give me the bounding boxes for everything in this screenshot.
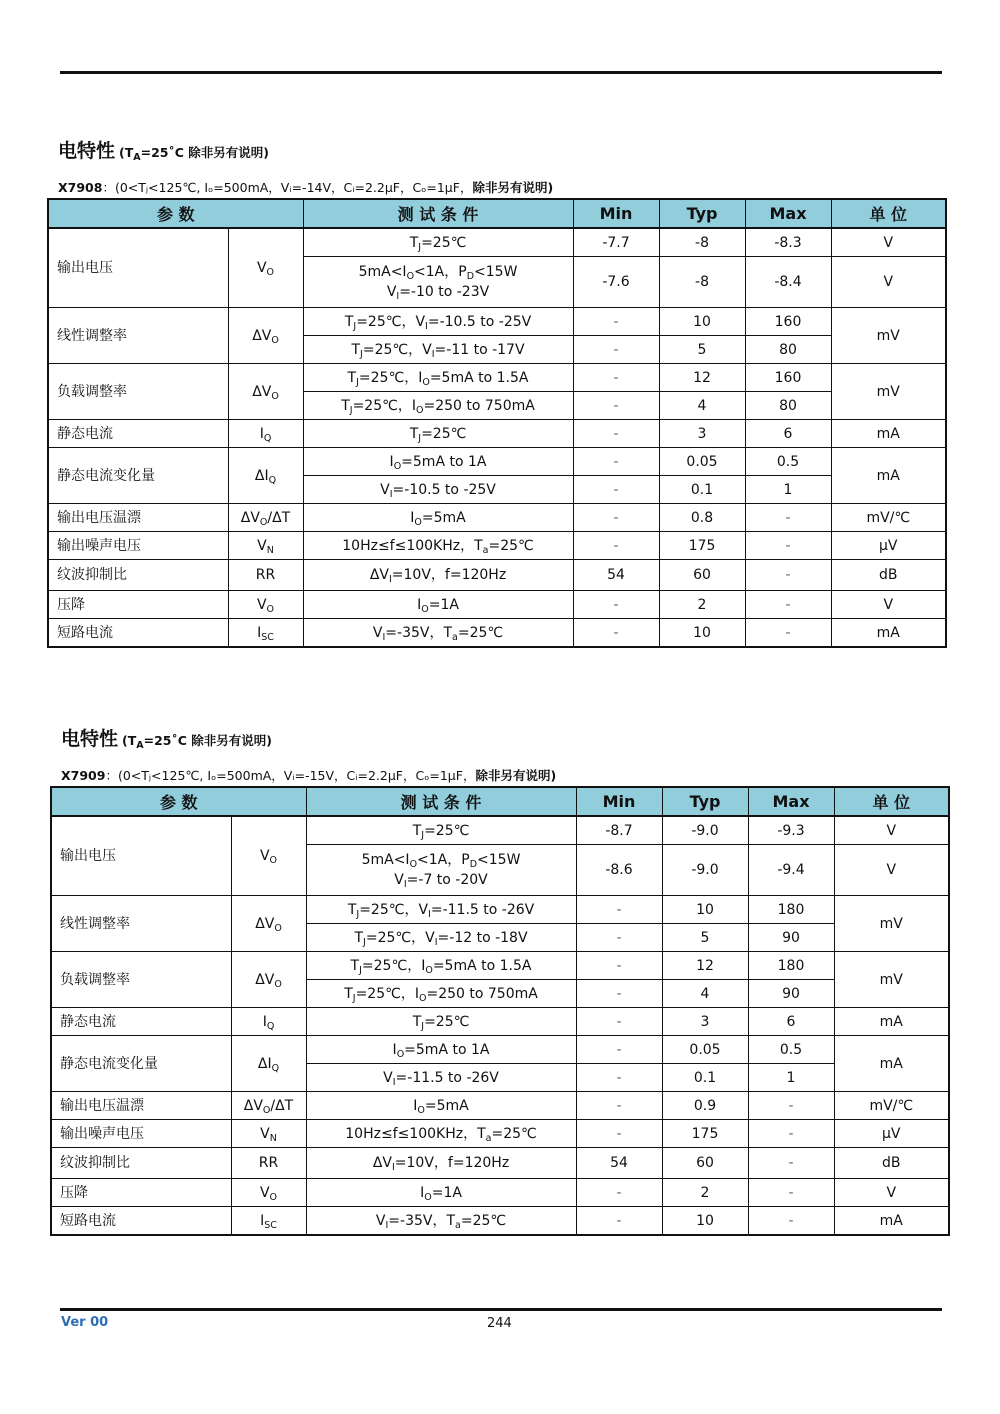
table-row [51, 816, 949, 845]
max-value: 160 [745, 308, 831, 336]
min-value: - [573, 591, 659, 619]
symbol: $\Delta V_O$ [228, 364, 303, 420]
typ-value: -8 [659, 257, 745, 308]
symbol: $\Delta V_O/\Delta T$ [231, 1092, 306, 1120]
min-value: -8.7 [576, 816, 662, 845]
min-value: - [576, 896, 662, 924]
symbol: $V_O$ [231, 816, 306, 896]
spec-table [47, 198, 947, 648]
footer-version: Ver 00 [61, 1315, 109, 1330]
param-line-regulation: 线性调整率 [51, 896, 231, 952]
param-line-regulation: 线性调整率 [48, 308, 228, 364]
symbol: $V_O$ [231, 1179, 306, 1207]
table-row [48, 228, 946, 257]
header-unit: 单 位 [831, 199, 946, 228]
max-value: -9.3 [748, 816, 834, 845]
param-temp-drift: 输出电压温漂 [51, 1092, 231, 1120]
condition: $V_I=-35V$，$T_a=25℃$ [303, 619, 573, 648]
min-value: - [576, 980, 662, 1008]
test-conditions: X7908：(0<Tⱼ<125℃, Iₒ=500mA，Vᵢ=-14V，Cᵢ=2.2μF，Cₒ=1μF，除非另有说明) [58, 180, 554, 195]
min-value: - [576, 1036, 662, 1064]
header-param: 参 数 [48, 199, 303, 228]
condition: $T_J=25℃$，$V_I=-10.5$ to -25V [303, 308, 573, 336]
condition: $T_J=25℃$ [303, 420, 573, 448]
unit: V [831, 228, 946, 257]
max-value: 80 [745, 336, 831, 364]
typ-value: 10 [662, 1207, 748, 1236]
symbol: $I_Q$ [228, 420, 303, 448]
symbol: $I_{SC}$ [231, 1207, 306, 1236]
top-rule [60, 71, 942, 74]
unit: μV [834, 1120, 949, 1148]
typ-value: 0.05 [659, 448, 745, 476]
table-row [51, 1120, 949, 1148]
max-value: 1 [748, 1064, 834, 1092]
spec-table [50, 786, 950, 1236]
condition: 10Hz≤f≤100KHz，$T_a=25℃$ [306, 1120, 576, 1148]
max-value: - [748, 1092, 834, 1120]
table-row [51, 1092, 949, 1120]
min-value: - [573, 619, 659, 648]
max-value: - [748, 1120, 834, 1148]
condition: $5mA<I_O<1A$，$P_D<15W$ $V_I=-7$ to -20V [306, 845, 576, 896]
param-temp-drift: 输出电压温漂 [48, 504, 228, 532]
max-value: 6 [748, 1008, 834, 1036]
page-number: 244 [487, 1316, 512, 1331]
condition: $I_O=5mA$ to 1A [306, 1036, 576, 1064]
condition: $T_J=25℃$，$I_O=250$ to 750mA [303, 392, 573, 420]
typ-value: -8 [659, 228, 745, 257]
typ-value: 2 [662, 1179, 748, 1207]
unit: V [831, 591, 946, 619]
min-value: - [576, 952, 662, 980]
min-value: - [576, 1179, 662, 1207]
condition: $I_O=5mA$ [303, 504, 573, 532]
max-value: 180 [748, 952, 834, 980]
table-header-row [51, 787, 949, 816]
unit: mA [834, 1036, 949, 1092]
condition: $T_J=25℃$，$I_O=5mA$ to 1.5A [306, 952, 576, 980]
max-value: -9.4 [748, 845, 834, 896]
table-row [48, 308, 946, 336]
max-value: -8.4 [745, 257, 831, 308]
symbol: $I_Q$ [231, 1008, 306, 1036]
unit: mV [834, 896, 949, 952]
table-row [48, 504, 946, 532]
min-value: - [573, 504, 659, 532]
min-value: -8.6 [576, 845, 662, 896]
condition: $V_I=-11.5$ to -26V [306, 1064, 576, 1092]
condition: $T_J=25℃$，$V_I=-12$ to -18V [306, 924, 576, 952]
unit: mV [831, 308, 946, 364]
unit: V [834, 1179, 949, 1207]
min-value: - [576, 1092, 662, 1120]
max-value: - [745, 619, 831, 648]
table-row [48, 420, 946, 448]
table-row [51, 1036, 949, 1064]
condition: $5mA<I_O<1A$，$P_D<15W$ $V_I=-10$ to -23V [303, 257, 573, 308]
table-row [51, 1008, 949, 1036]
table-row [48, 619, 946, 648]
header-param: 参 数 [51, 787, 306, 816]
condition: $\Delta V_I=10V$，f=120Hz [303, 560, 573, 591]
model-name: X7908 [58, 180, 103, 195]
unit: mV [834, 952, 949, 1008]
max-value: 0.5 [748, 1036, 834, 1064]
param-ripple-rejection: 纹波抑制比 [48, 560, 228, 591]
model-name: X7909 [61, 768, 106, 783]
param-output-noise: 输出噪声电压 [51, 1120, 231, 1148]
header-unit: 单 位 [834, 787, 949, 816]
section-title: 电特性 ($T_A=25˚C$ 除非另有说明) [58, 140, 269, 163]
min-value: - [576, 1064, 662, 1092]
max-value: - [745, 504, 831, 532]
table-row [48, 560, 946, 591]
typ-value: 2 [659, 591, 745, 619]
typ-value: -9.0 [662, 816, 748, 845]
typ-value: 175 [662, 1120, 748, 1148]
unit: mA [834, 1207, 949, 1236]
typ-value: 3 [659, 420, 745, 448]
min-value: -7.7 [573, 228, 659, 257]
unit: V [834, 816, 949, 845]
header-max: Max [748, 787, 834, 816]
param-ripple-rejection: 纹波抑制比 [51, 1148, 231, 1179]
condition: $T_J=25℃$ [303, 228, 573, 257]
condition: $T_J=25℃$，$I_O=5mA$ to 1.5A [303, 364, 573, 392]
typ-value: 0.1 [662, 1064, 748, 1092]
typ-value: 0.8 [659, 504, 745, 532]
header-typ: Typ [659, 199, 745, 228]
symbol: $V_N$ [228, 532, 303, 560]
unit: mA [831, 619, 946, 648]
param-quiescent-current-change: 静态电流变化量 [48, 448, 228, 504]
min-value: - [576, 924, 662, 952]
condition: $I_O=5mA$ to 1A [303, 448, 573, 476]
unit: mA [831, 448, 946, 504]
symbol: $\Delta I_Q$ [228, 448, 303, 504]
param-load-regulation: 负载调整率 [51, 952, 231, 1008]
condition: $T_J=25℃$ [306, 816, 576, 845]
condition: $V_I=-35V$，$T_a=25℃$ [306, 1207, 576, 1236]
max-value: - [748, 1179, 834, 1207]
condition: $T_J=25℃$ [306, 1008, 576, 1036]
typ-value: 12 [659, 364, 745, 392]
typ-value: 10 [659, 308, 745, 336]
typ-value: -9.0 [662, 845, 748, 896]
min-value: - [573, 392, 659, 420]
unit: V [834, 845, 949, 896]
symbol: $I_{SC}$ [228, 619, 303, 648]
typ-value: 0.9 [662, 1092, 748, 1120]
table-row [51, 1148, 949, 1179]
condition: $T_J=25℃$，$I_O=250$ to 750mA [306, 980, 576, 1008]
test-conditions: X7909：(0<Tⱼ<125℃, Iₒ=500mA，Vᵢ=-15V，Cᵢ=2.2μF，Cₒ=1μF，除非另有说明) [61, 768, 557, 783]
header-min: Min [573, 199, 659, 228]
condition: $I_O=5mA$ [306, 1092, 576, 1120]
typ-value: 0.1 [659, 476, 745, 504]
symbol: $V_O$ [228, 228, 303, 308]
min-value: 54 [573, 560, 659, 591]
typ-value: 12 [662, 952, 748, 980]
unit: dB [831, 560, 946, 591]
min-value: - [573, 476, 659, 504]
min-value: - [573, 532, 659, 560]
header-max: Max [745, 199, 831, 228]
header-condition: 测 试 条 件 [306, 787, 576, 816]
section-title: 电特性 ($T_A=25˚C$ 除非另有说明) [61, 728, 272, 751]
typ-value: 60 [659, 560, 745, 591]
min-value: -7.6 [573, 257, 659, 308]
max-value: 90 [748, 980, 834, 1008]
condition: $T_J=25℃$，$V_I=-11$ to -17V [303, 336, 573, 364]
table-row [51, 1179, 949, 1207]
param-output-voltage: 输出电压 [51, 816, 231, 896]
max-value: 180 [748, 896, 834, 924]
max-value: - [748, 1148, 834, 1179]
table-row [48, 448, 946, 476]
max-value: 90 [748, 924, 834, 952]
table-row [48, 532, 946, 560]
symbol: $V_N$ [231, 1120, 306, 1148]
header-condition: 测 试 条 件 [303, 199, 573, 228]
condition: $T_J=25℃$，$V_I=-11.5$ to -26V [306, 896, 576, 924]
unit: mV [831, 364, 946, 420]
typ-value: 0.05 [662, 1036, 748, 1064]
min-value: - [573, 308, 659, 336]
table-row [48, 591, 946, 619]
header-typ: Typ [662, 787, 748, 816]
max-value: - [745, 560, 831, 591]
param-quiescent-current: 静态电流 [51, 1008, 231, 1036]
min-value: - [573, 336, 659, 364]
min-value: - [573, 364, 659, 392]
max-value: 160 [745, 364, 831, 392]
symbol: $\Delta V_O$ [231, 952, 306, 1008]
unit: mV/℃ [831, 504, 946, 532]
table-row [48, 364, 946, 392]
max-value: - [745, 532, 831, 560]
typ-value: 5 [659, 336, 745, 364]
param-load-regulation: 负载调整率 [48, 364, 228, 420]
min-value: - [576, 1120, 662, 1148]
title-condition: ($T_A=25˚C$ 除非另有说明) [119, 145, 269, 163]
min-value: - [576, 1008, 662, 1036]
typ-value: 4 [659, 392, 745, 420]
condition: $I_O=1A$ [306, 1179, 576, 1207]
unit: mV/℃ [834, 1092, 949, 1120]
condition: $V_I=-10.5$ to -25V [303, 476, 573, 504]
symbol: $\Delta V_O/\Delta T$ [228, 504, 303, 532]
min-value: - [573, 448, 659, 476]
title-condition: ($T_A=25˚C$ 除非另有说明) [122, 733, 272, 751]
typ-value: 4 [662, 980, 748, 1008]
param-short-circuit: 短路电流 [48, 619, 228, 648]
typ-value: 60 [662, 1148, 748, 1179]
param-output-voltage: 输出电压 [48, 228, 228, 308]
typ-value: 10 [659, 619, 745, 648]
table-row [51, 1207, 949, 1236]
min-value: - [573, 420, 659, 448]
max-value: 80 [745, 392, 831, 420]
header-min: Min [576, 787, 662, 816]
table-header-row [48, 199, 946, 228]
typ-value: 175 [659, 532, 745, 560]
typ-value: 10 [662, 896, 748, 924]
max-value: 0.5 [745, 448, 831, 476]
unit: μV [831, 532, 946, 560]
condition: $I_O=1A$ [303, 591, 573, 619]
unit: V [831, 257, 946, 308]
table-row [51, 896, 949, 924]
condition: $\Delta V_I=10V$，f=120Hz [306, 1148, 576, 1179]
param-quiescent-current-change: 静态电流变化量 [51, 1036, 231, 1092]
min-value: 54 [576, 1148, 662, 1179]
table-row [51, 952, 949, 980]
unit: mA [831, 420, 946, 448]
symbol: $V_O$ [228, 591, 303, 619]
symbol: RR [231, 1148, 306, 1179]
typ-value: 3 [662, 1008, 748, 1036]
param-short-circuit: 短路电流 [51, 1207, 231, 1236]
max-value: 1 [745, 476, 831, 504]
symbol: $\Delta V_O$ [228, 308, 303, 364]
param-dropout: 压降 [51, 1179, 231, 1207]
symbol: $\Delta I_Q$ [231, 1036, 306, 1092]
max-value: -8.3 [745, 228, 831, 257]
param-dropout: 压降 [48, 591, 228, 619]
symbol: RR [228, 560, 303, 591]
param-quiescent-current: 静态电流 [48, 420, 228, 448]
max-value: - [745, 591, 831, 619]
unit: mA [834, 1008, 949, 1036]
typ-value: 5 [662, 924, 748, 952]
unit: dB [834, 1148, 949, 1179]
bottom-rule [60, 1308, 942, 1311]
max-value: - [748, 1207, 834, 1236]
condition: 10Hz≤f≤100KHz，$T_a=25℃$ [303, 532, 573, 560]
param-output-noise: 输出噪声电压 [48, 532, 228, 560]
min-value: - [576, 1207, 662, 1236]
max-value: 6 [745, 420, 831, 448]
symbol: $\Delta V_O$ [231, 896, 306, 952]
